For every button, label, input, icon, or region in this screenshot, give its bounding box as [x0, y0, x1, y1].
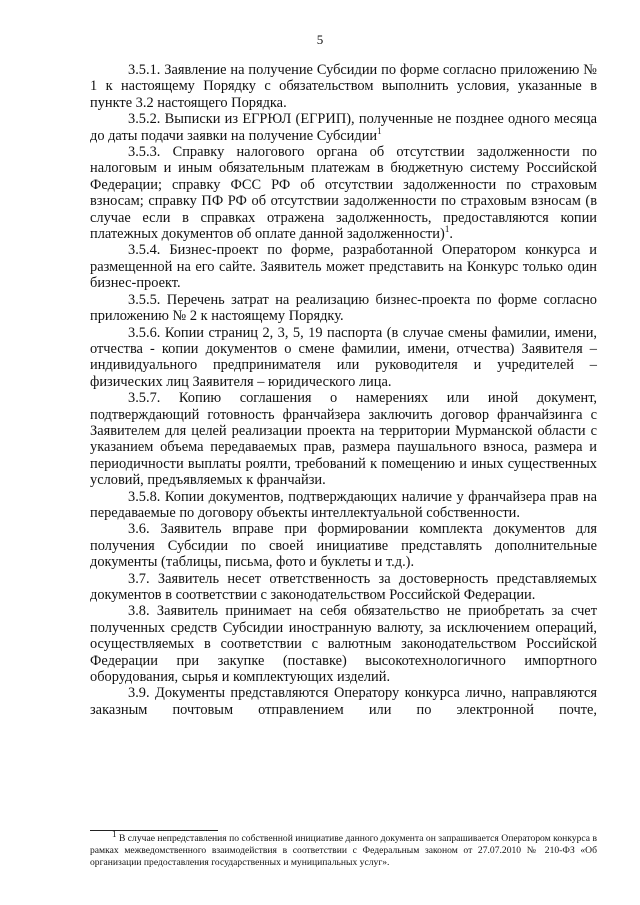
paragraph-3-5-1: 3.5.1. Заявление на получение Субсидии по форме согласно приложению № 1 к настоящему Порядку с обязательством выполнить условия, указанные в пункте 3.2 настоящего Порядка.	[90, 62, 597, 111]
paragraph-3-5-7: 3.5.7. Копию соглашения о намерениях или иной документ, подтверждающий готовность франчайзера заключить договор франчайзинга с Заявителем для целей реализации проекта на территории Мурманской области с указанием объема передаваемых прав, размера паушального взноса, размера и периодичности выплаты роялти, требований к помещению и иных существенных условий, предъявляемых к франчайзи.	[90, 390, 597, 489]
footnote-mark: 1	[112, 828, 117, 839]
paragraph-3-5-3: 3.5.3. Справку налогового органа об отсутствии задолженности по налоговым и иным обязательным платежам в бюджетную систему Российской Федерации; справку ФСС РФ об отсутствии задолженности по страховым взносам; справку ПФ РФ об отсутствии задолженности по страховым взносам (в случае если в справках отражена задолженность, предоставляются копии платежных документов об оплате данной задолженности)$^1$.	[90, 144, 597, 243]
paragraph-3-5-2: 3.5.2. Выписки из ЕГРЮЛ (ЕГРИП), полученные не позднее одного месяца до даты подачи заявки на получение Субсидии$^1$	[90, 111, 597, 144]
paragraph-3-6: 3.6. Заявитель вправе при формировании комплекта документов для получения Субсидии по своей инициативе представлять дополнительные документы (таблицы, письма, фото и буклеты и т.д.).	[90, 521, 597, 571]
paragraph-3-5-4: 3.5.4. Бизнес-проект по форме, разработанной Оператором конкурса и размещенной на его сайте. Заявитель может представить на Конкурс только один бизнес-проект.	[90, 242, 597, 292]
footnote	[90, 828, 597, 869]
footnote-ref: 1	[377, 125, 382, 136]
document-body	[90, 62, 597, 718]
paragraph-3-9: 3.9. Документы представляются Оператору конкурса лично, направляются заказным почтовым отправлением или по электронной почте,	[90, 685, 597, 718]
paragraph-3-5-5: 3.5.5. Перечень затрат на реализацию бизнес-проекта по форме согласно приложению № 2 к настоящему Порядку.	[90, 291, 597, 325]
footnote-text: В случае непредставления по собственной инициативе данного документа он запрашивается Оператором конкурса в рамках межведомственного взаимодействия в соответствии с Федеральным законом от 27.07.2010 № 210-ФЗ «Об организации предоставления государственных и муниципальных услуг».	[90, 833, 597, 868]
paragraph-3-5-6: 3.5.6. Копии страниц 2, 3, 5, 19 паспорта (в случае смены фамилии, имени, отчества - копии документов о смене фамилии, имени, отчества) Заявителя – индивидуального предпринимателя или руководителя и учредителей – физических лиц Заявителя – юридического лица.	[90, 324, 597, 390]
page-number: 5	[316, 32, 324, 47]
paragraph-3-5-8: 3.5.8. Копии документов, подтверждающих наличие у франчайзера прав на передаваемые по договору объекты интеллектуальной собственности.	[90, 488, 597, 521]
footnote-ref: 1	[444, 224, 450, 235]
paragraph-3-7: 3.7. Заявитель несет ответственность за достоверность представляемых документов в соответствии с законодательством Российской Федерации.	[90, 570, 597, 603]
footnote-divider	[90, 830, 218, 831]
paragraph-3-8: 3.8. Заявитель принимает на себя обязательство не приобретать за счет полученных средств Субсидии иностранную валюту, за исключением операций, осуществляемых в соответствии с валютным законодательством Российской Федерации при закупке (поставке) высокотехнологичного импортного оборудования, сырья и комплектующих изделий.	[90, 603, 597, 686]
